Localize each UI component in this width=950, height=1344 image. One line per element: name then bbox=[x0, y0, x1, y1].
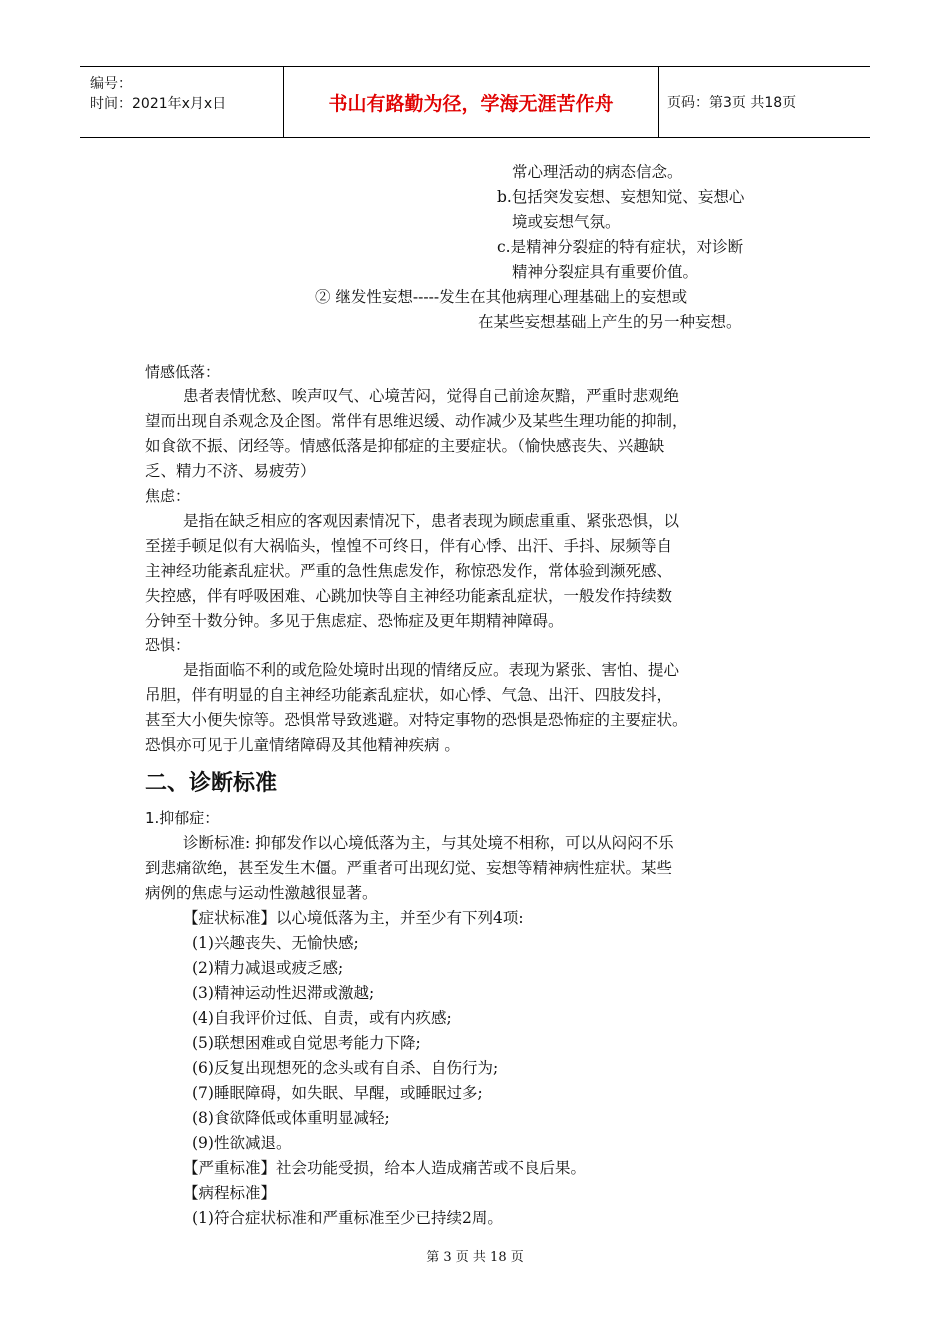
symptom-item: (2)精力减退或疲乏感; bbox=[192, 959, 344, 977]
symptom-item: (6)反复出现想死的念头或有自杀、自伤行为; bbox=[192, 1059, 499, 1077]
text-line: 精神分裂症具有重要价值。 bbox=[512, 263, 699, 281]
text-line: 吊胆，伴有明显的自主神经功能紊乱症状，如心悸、气急、出汗、四肢发抖， bbox=[145, 686, 673, 704]
date-label: 时间：2021年x月x日 bbox=[90, 96, 227, 112]
symptom-item: (5)联想困难或自觉思考能力下降; bbox=[192, 1034, 421, 1052]
section-heading: 恐惧： bbox=[145, 636, 191, 654]
text-line: 常心理活动的病态信念。 bbox=[512, 163, 683, 181]
symptom-item: (3)精神运动性迟滞或激越; bbox=[192, 984, 375, 1002]
symptom-item: (7)睡眠障碍，如失眠、早醒，或睡眠过多; bbox=[192, 1084, 483, 1102]
text-line: c.是精神分裂症的特有症状，对诊断 bbox=[497, 238, 744, 256]
text-line: 主神经功能紊乱症状。严重的急性焦虑发作，称惊恐发作，常体验到濒死感、 bbox=[145, 562, 673, 580]
text-line: 如食欲不振、闭经等。情感低落是抑郁症的主要症状。（愉快感丧失、兴趣缺 bbox=[145, 437, 665, 455]
text-line: 甚至大小便失惊等。恐惧常导致逃避。对特定事物的恐惧是恐怖症的主要症状。 bbox=[145, 711, 688, 729]
text-line: 分钟至十数分钟。多见于焦虑症、恐怖症及更年期精神障碍。 bbox=[145, 612, 564, 630]
symptom-item: (9)性欲减退。 bbox=[192, 1134, 292, 1152]
page-info: 页码：第3页 共18页 bbox=[667, 95, 797, 111]
subsection-heading: 1.抑郁症： bbox=[145, 809, 220, 827]
text-line: 【病程标准】 bbox=[183, 1184, 277, 1202]
text-line: 诊断标准: 抑郁发作以心境低落为主，与其处境不相称，可以从闷闷不乐 bbox=[183, 834, 674, 852]
number-label: 编号： bbox=[90, 76, 132, 92]
text-line: 失控感，伴有呼吸困难、心跳加快等自主神经功能紊乱症状，一般发作持续数 bbox=[145, 587, 673, 605]
text-line: 在某些妄想基础上产生的另一种妄想。 bbox=[478, 313, 742, 331]
text-line: 至搓手顿足似有大祸临头，惶惶不可终日，伴有心悸、出汗、手抖、尿频等自 bbox=[145, 537, 673, 555]
section-heading: 焦虑： bbox=[145, 487, 191, 505]
text-line: 患者表情忧愁、唉声叹气、心境苦闷，觉得自己前途灰黯，严重时悲观绝 bbox=[183, 387, 680, 405]
text-line: 病例的焦虑与运动性激越很显著。 bbox=[145, 884, 378, 902]
text-line: b.包括突发妄想、妄想知觉、妄想心 bbox=[497, 188, 745, 206]
text-line: 境或妄想气氛。 bbox=[512, 213, 621, 231]
symptom-item: (1)兴趣丧失、无愉快感; bbox=[192, 934, 359, 952]
text-line: 是指面临不利的或危险处境时出现的情绪反应。表现为紧张、害怕、提心 bbox=[183, 661, 680, 679]
chapter-heading: 二、诊断标准 bbox=[145, 771, 278, 796]
motto: 书山有路勤为径，学海无涯苦作舟 bbox=[284, 67, 659, 137]
text-line: 望而出现自杀观念及企图。常伴有思维迟缓、动作减少及某些生理功能的抑制， bbox=[145, 412, 688, 430]
page-header bbox=[80, 66, 870, 138]
text-line: 乏、精力不济、易疲劳） bbox=[145, 462, 316, 480]
course-item: (1)符合症状标准和严重标准至少已持续2周。 bbox=[192, 1209, 503, 1227]
symptom-item: (8)食欲降低或体重明显减轻; bbox=[192, 1109, 390, 1127]
text-line: ② 继发性妄想-----发生在其他病理心理基础上的妄想或 bbox=[315, 288, 688, 306]
symptom-item: (4)自我评价过低、自责，或有内疚感; bbox=[192, 1009, 452, 1027]
text-line: 【症状标准】以心境低落为主，并至少有下列4项: bbox=[183, 909, 524, 927]
text-line: 到悲痛欲绝，甚至发生木僵。严重者可出现幻觉、妄想等精神病性症状。某些 bbox=[145, 859, 673, 877]
text-line: 恐惧亦可见于儿童情绪障碍及其他精神疾病 。 bbox=[145, 736, 460, 754]
section-heading: 情感低落： bbox=[145, 363, 221, 381]
text-line: 是指在缺乏相应的客观因素情况下，患者表现为顾虑重重、紧张恐惧，以 bbox=[183, 512, 680, 530]
page-footer: 第 3 页 共 18 页 bbox=[426, 1250, 524, 1265]
header-left-cell bbox=[80, 67, 284, 137]
text-line: 【严重标准】社会功能受损，给本人造成痛苦或不良后果。 bbox=[183, 1159, 587, 1177]
